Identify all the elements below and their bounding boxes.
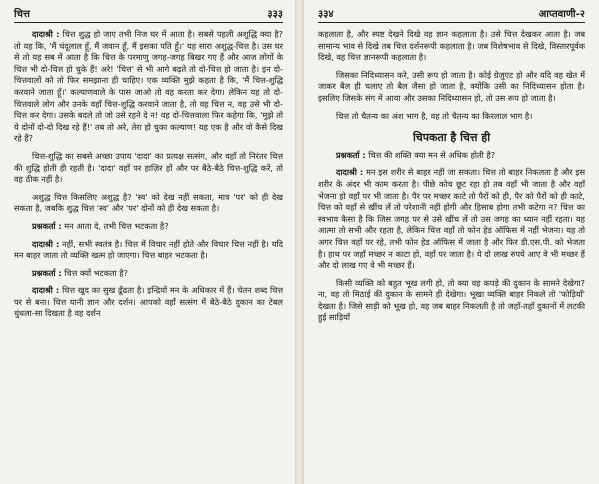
paragraph-text: चित्त की शक्ति क्या मन से अधिक होती है? — [368, 149, 496, 160]
paragraph — [318, 29, 585, 64]
paragraph — [318, 167, 585, 271]
paragraph-text: चित्त-शुद्धि का सबसे अच्छा उपाय 'दादा' का प्रत्यक्ष सत्संग, और वहाँ तो निरंतर चित्त की शुद्धि होती ही रहती है। 'दादा' वहाँ पर हाज़िर हों और पर बैठे-बैठे चित्त-शुद्धि करें, तो वह ठीक नहीं है। — [14, 150, 283, 185]
paragraph — [14, 29, 283, 145]
paragraph-text: चित्त तो चैतन्य का अंश भाग है, वह तो चैतन्य का किरलाल भाग है। — [336, 110, 533, 121]
paragraph-text: कहलाता है, और स्पष्ट देखने दिखे वह ज्ञान कहलाता है। उसे चित्त देखकर आता है। जब सामान्य भाव से दिखे तब चित्त दर्शनरूपी कहलाता है। जब विशेषभाव से दिखे, विस्तारपूर्वक दिखे, वह चित्त ज्ञानरूपी कहलाता है। — [318, 29, 585, 63]
paragraph-text: नहीं, सभी स्वतंत्र है। चित्त में विचार नहीं होते और विचार चित्त नहीं है। यदि मन बाहर जाता तो व्यक्ति खत्म हो जाएगा। चित्त बाहर भटकता है। — [14, 238, 284, 261]
paragraph-text: चित्त खुद का सुख ढूँढता है। इन्द्रियों मन के अधिकार में हैं। चेतन शब्द चित्त पर से बना। चित्त यानी ज्ञान और दर्शन। आपको वहाँ सत्संग में बैठे-बैठे दुकान का टेबल धुंधला-सा दिखता है वह दर्शन — [14, 285, 284, 319]
paragraph — [14, 268, 283, 280]
speaker-label: दादाश्री : — [32, 285, 60, 296]
right-running-title: आप्तवाणी-२ — [538, 9, 585, 20]
speaker-label: दादाश्री : — [32, 29, 60, 39]
speaker-label: दादाश्री : — [32, 238, 60, 249]
left-page — [0, 0, 295, 484]
paragraph — [318, 150, 585, 162]
speaker-label: प्रश्नकर्ता : — [336, 149, 366, 160]
paragraph — [14, 285, 283, 320]
paragraph-text: किसी व्यक्ति को बहुत भूख लगी हो, तो क्या वह कपड़े की दुकान के सामने देखेगा? ना, वह तो मिठाई की दुकान के सामने ही देखेगा। भूखा व्यक्ति बाहर निकले तो 'फोड़ियाँ' देखता है। जिसे साड़ी को भूख हो, वह जब बाहर निकलती है तो जहाँ-तहाँ दुकानों में लटकी हुई साड़ियाँ — [318, 277, 585, 323]
paragraph-text: मन आता दे, तभी चित्त भटकता है? — [64, 220, 169, 231]
left-running-title: चित्त — [14, 9, 30, 20]
paragraph — [318, 111, 585, 123]
left-page-header — [14, 6, 283, 23]
speaker-label: प्रश्नकर्ता : — [32, 267, 62, 278]
right-page — [304, 0, 599, 484]
paragraph — [14, 151, 283, 186]
paragraph-text: चित्त क्यों भटकता है? — [64, 267, 128, 278]
right-page-body — [318, 29, 585, 324]
paragraph — [14, 192, 283, 215]
paragraph — [318, 70, 585, 105]
paragraph-text: चित्त शुद्ध हो जाए तभी निज घर में आता है। सबसे पहली अशुद्धि क्या है? तो यह कि, 'मैं चंदूलाल हूँ, मैं जवान हूँ, मैं इसका पति हूँ।' यह सारा अशुद्ध-चित्त है। उस घर से तो यह सब में आता है कि चित्त के परमाणु जगह-जगह बिखर गए हैं और आज लोगों के चित्त भी दो-चित्त हो चुके हैं! अरे! 'चित्त' से भी आगे बढ़ते तो दो-चित्त हो जाता है। इन दो-चित्तवालों को तो फिर समझाना ही चाहिए। एक व्यक्ति मुझे कहता है कि, 'मैं चित्त-शुद्धि करवाने जाता हूँ।' कल्याणवाले के पास जाओ तो वह करता कर देगा। लेकिन यह तो दो-चित्तवाले लोग और उनके वहाँ चित्त-शुद्धि करवाने जाता है, तो वह चित्त न, वह उसे भी दो-चित्त कर देगा। उसके बदले तो जो उसे रहने दे न! वह दो-चित्तवाला फिर कहेगा कि, 'मुझे तो ये दोनों दो-दो दिख रहे हैं!' तब तो अरे, तेरा हो चुका कल्याण! यह एक है और वो कैसे दिख रहे हैं? — [14, 29, 284, 144]
paragraph-text: मन इस शरीर से बाहर नहीं जा सकता। चित्त तो बाहर निकलता है और इस शरीर के अंदर भी काम करता है। पीछे कोच छूट रहा हो तब वहाँ भी जाता है और वहाँ भेजना हो वहाँ पर भी जाता है। पैर पर मच्छर काटे तो पैरों को ही, पैर को पैरों को ही काटे, चित्त को वहाँ से खींच लें तो परेशानी नहीं होगी और हिसाब होगा तभी कटेगा न? चित्त का स्वभाव कैसा है कि जिस जगह पर से उसे खींच लें तो उस जगह का ध्यान नहीं रहता। यह आत्मा तो सभी और रहता है, लेकिन चित्त वहाँ तो फोन हेड ऑफिस में नहीं भेजना। यह तो अगर चित्त वहाँ पर रहे, तभी फोन हेड ऑफिस में जाता है और फिर डी.एस.पी. को भेजता है। हाथ पर जहाँ मच्छर न काटा हो, वहाँ पर जाता है। ये दो लाख रुपये आए वे भी मच्छर हैं और दो लाख गए वे भी मच्छर हैं। — [318, 167, 585, 271]
right-page-number: ३३४ — [318, 9, 334, 20]
paragraph — [318, 278, 585, 324]
section-heading: चिपकता है चित्त ही — [412, 131, 491, 145]
speaker-label: दादाश्री : — [336, 167, 364, 178]
left-page-number: ३३३ — [267, 9, 283, 20]
left-page-body — [14, 29, 283, 320]
paragraph-text: जिसका निदिध्यासन करे, उसी रूप हो जाता है। कोई ग्रेजुएट हो और यदि वह खेत में जाकर बैल ही चलाए तो बैल जैसा हो जाता है, क्योंकि उसी का निदिध्यासन होता है। इसलिए जिसके संग में आया और उसका निदिध्यासन हो, तो उस रूप हो जाता है। — [318, 69, 585, 103]
paragraph — [14, 239, 283, 262]
right-page-header — [318, 6, 585, 23]
book-gutter — [295, 0, 304, 484]
paragraph — [14, 221, 283, 233]
speaker-label: प्रश्नकर्ता : — [32, 220, 62, 231]
paragraph-text: अशुद्ध चित्त किसलिए अशुद्ध है? 'स्व' को देख नहीं सकता, मात्र 'पर' को ही देख सकता है, जबकि शुद्ध चित्त 'स्व' और 'पर' दोनों को ही देख सकता है। — [14, 191, 283, 214]
